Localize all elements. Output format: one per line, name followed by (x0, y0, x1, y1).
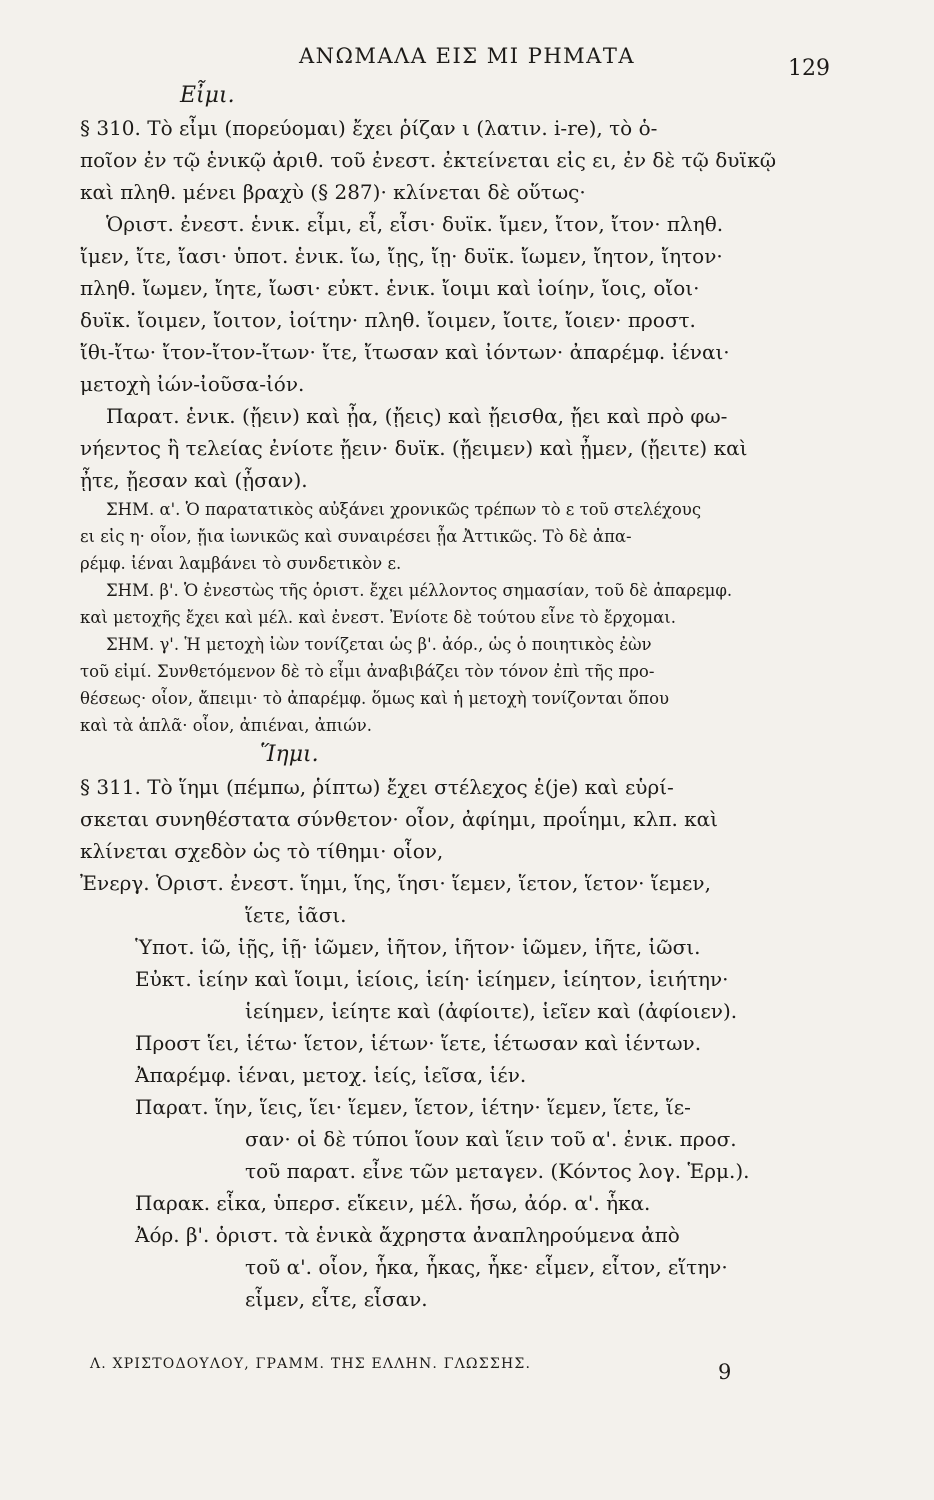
conjugation-line: Ἀπαρέμφ. ἱέναι, μετοχ. ἱείς, ἱεῖσα, ἱέν. (135, 1063, 527, 1087)
conjugation-line: ἱείημεν, ἱείητε καὶ (ἀφίοιτε), ἱεῖεν καὶ (ἀφίοιεν). (245, 999, 738, 1023)
note-line: ΣΗΜ. α'. Ὁ παρατατικὸς αὐξάνει χρονικῶς τρέπων τὸ ε τοῦ στελέχους (106, 500, 702, 519)
text-line: Ὁριστ. ἐνεστ. ἑνικ. εἶμι, εἶ, εἶσι· δυϊκ. ἴμεν, ἴτον, ἴτον· πληθ. (106, 212, 724, 236)
note-line: θέσεως· οἷον, ἄπειμι· τὸ ἀπαρέμφ. ὅμως καὶ ἡ μετοχὴ τονίζονται ὅπου (80, 689, 670, 708)
running-title: ΑΝΩΜΑΛΑ ΕΙΣ ΜΙ ΡΗΜΑΤΑ (298, 44, 636, 68)
text-line: σκεται συνηθέστατα σύνθετον· οἷον, ἀφίημι, προΐημι, κλπ. καὶ (80, 807, 719, 831)
page-number: 129 (788, 56, 830, 81)
conjugation-line: Προστ ἵει, ἱέτω· ἵετον, ἱέτων· ἵετε, ἱέτωσαν καὶ ἱέντων. (135, 1031, 702, 1055)
text-line: νήεντος ἢ τελείας ἐνίοτε ᾔειν· δυϊκ. (ᾔειμεν) καὶ ᾖμεν, (ᾔειτε) καὶ (80, 436, 748, 460)
conjugation-line: Παρακ. εἷκα, ὑπερσ. εἵκειν, μέλ. ἥσω, ἀόρ. α'. ἧκα. (135, 1191, 651, 1215)
conjugation-line: τοῦ παρατ. εἶνε τῶν μεταγεν. (Κόντος λογ. Ἑρμ.). (245, 1159, 750, 1183)
text-line: μετοχὴ ἰών-ἰοῦσα-ἰόν. (80, 372, 305, 396)
page-body (80, 80, 825, 1315)
text-line: ἴμεν, ἴτε, ἴασι· ὑποτ. ἑνικ. ἴω, ἴῃς, ἴῃ· δυϊκ. ἴωμεν, ἴητον, ἴητον· (80, 244, 723, 268)
text-line: κλίνεται σχεδὸν ὡς τὸ τίθημι· οἷον, (80, 839, 444, 863)
note-line: ΣΗΜ. β'. Ὁ ἐνεστὼς τῆς ὁριστ. ἔχει μέλλοντος σημασίαν, τοῦ δὲ ἀπαρεμφ. (106, 581, 733, 600)
text-line: καὶ πληθ. μένει βραχὺ (§ 287)· κλίνεται δὲ οὕτως· (80, 180, 586, 204)
section-heading-hiemi: Ἵημι. (260, 742, 319, 767)
text-line: ποῖον ἐν τῷ ἑνικῷ ἀριθ. τοῦ ἐνεστ. ἐκτείνεται εἰς ει, ἐν δὲ τῷ δυϊκῷ (80, 148, 777, 172)
printer-imprint: Λ. ΧΡΙΣΤΟΔΟΥΛΟΥ, ΓΡΑΜΜ. ΤΗΣ ΕΛΛΗΝ. ΓΛΩΣΣΗΣ. (90, 1356, 532, 1372)
conjugation-line: εἷμεν, εἷτε, εἷσαν. (245, 1287, 428, 1311)
text-line: § 310. Τὸ εἶμι (πορεύομαι) ἔχει ῥίζαν ι (λατιν. i-re), τὸ ὁ- (80, 116, 658, 140)
signature-mark: 9 (718, 1360, 732, 1384)
conjugation-line: Ὑποτ. ἱῶ, ἱῇς, ἱῇ· ἱῶμεν, ἱῆτον, ἱῆτον· ἱῶμεν, ἱῆτε, ἱῶσι. (135, 935, 701, 959)
text-line: Παρατ. ἑνικ. (ᾔειν) καὶ ᾖα, (ᾔεις) καὶ ᾔεισθα, ᾔει καὶ πρὸ φω- (106, 404, 728, 428)
text-line: ἴθι-ἴτω· ἴτον-ἴτον-ἴτων· ἴτε, ἴτωσαν καὶ ἰόντων· ἀπαρέμφ. ἰέναι· (80, 340, 730, 364)
text-line: ᾖτε, ᾔεσαν καὶ (ᾖσαν). (80, 468, 308, 492)
note-line: καὶ μετοχῆς ἔχει καὶ μέλ. καὶ ἐνεστ. Ἐνίοτε δὲ τούτου εἶνε τὸ ἔρχομαι. (80, 608, 676, 627)
note-line: ρέμφ. ἰέναι λαμβάνει τὸ συνδετικὸν ε. (80, 554, 402, 573)
conjugation-line: σαν· οἱ δὲ τύποι ἵουν καὶ ἵειν τοῦ α'. ἑνικ. προσ. (245, 1127, 737, 1151)
conjugation-line: Παρατ. ἵην, ἵεις, ἵει· ἵεμεν, ἵετον, ἱέτην· ἵεμεν, ἵετε, ἵε- (135, 1095, 691, 1119)
conjugation-line: ἵετε, ἱᾶσι. (245, 903, 347, 927)
note-line: τοῦ εἰμί. Συνθετόμενον δὲ τὸ εἶμι ἀναβιβάζει τὸν τόνον ἐπὶ τῆς προ- (80, 662, 655, 681)
conjugation-line: τοῦ α'. οἷον, ἧκα, ἧκας, ἧκε· εἷμεν, εἷτον, εἵτην· (245, 1255, 728, 1279)
text-line: δυϊκ. ἴοιμεν, ἴοιτον, ἰοίτην· πληθ. ἴοιμεν, ἴοιτε, ἴοιεν· προστ. (80, 308, 696, 332)
conjugation-line: Ἀόρ. β'. ὁριστ. τὰ ἑνικὰ ἄχρηστα ἀναπληρούμενα ἀπὸ (135, 1223, 680, 1247)
text-line: § 311. Τὸ ἵημι (πέμπω, ῥίπτω) ἔχει στέλεχος ἑ(je) καὶ εὑρί- (80, 775, 674, 799)
section-heading-eimi: Εἶμι. (180, 83, 235, 108)
text-line: πληθ. ἴωμεν, ἴητε, ἴωσι· εὐκτ. ἑνικ. ἴοιμι καὶ ἰοίην, ἴοις, οἴοι· (80, 276, 700, 300)
note-line: ΣΗΜ. γ'. Ἡ μετοχὴ ἰὼν τονίζεται ὡς β'. ἀόρ., ὡς ὁ ποιητικὸς ἐὼν (106, 635, 652, 654)
conjugation-line: Ἐνεργ. Ὁριστ. ἐνεστ. ἵημι, ἵης, ἵησι· ἵεμεν, ἵετον, ἵετον· ἵεμεν, (80, 871, 711, 895)
note-line: ει εἰς η· οἷον, ᾔια ἰωνικῶς καὶ συναιρέσει ᾖα Ἀττικῶς. Τὸ δὲ ἀπα- (80, 527, 632, 546)
conjugation-line: Εὐκτ. ἱείην καὶ ἵοιμι, ἱείοις, ἱείη· ἱείημεν, ἱείητον, ἱειήτην· (135, 967, 729, 991)
note-line: καὶ τὰ ἁπλᾶ· οἷον, ἀπιέναι, ἀπιών. (80, 716, 372, 735)
